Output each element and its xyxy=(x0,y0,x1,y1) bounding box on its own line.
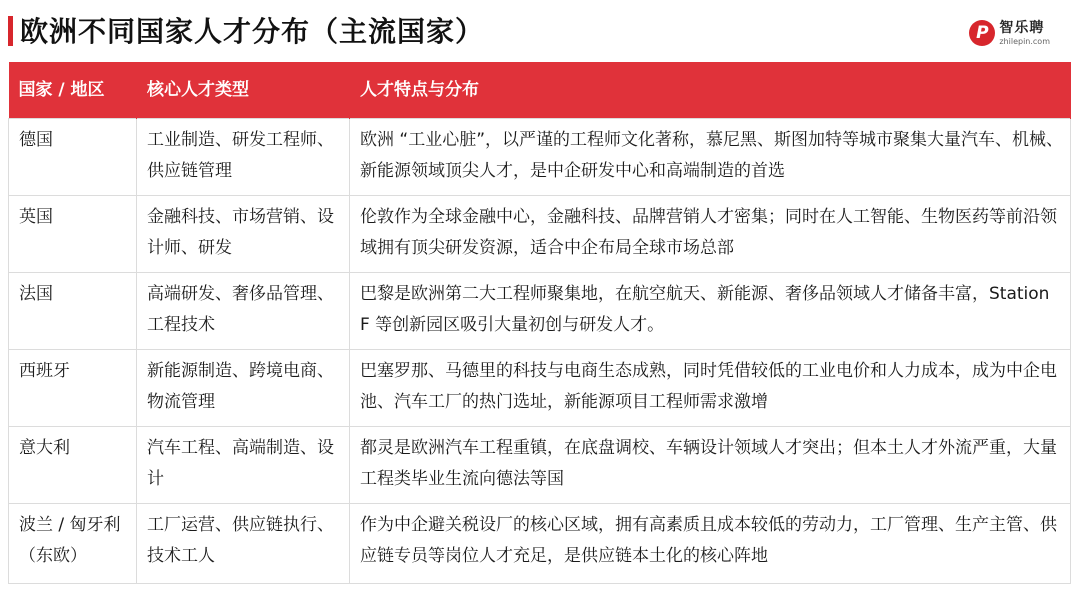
cell-description: 伦敦作为全球金融中心，金融科技、品牌营销人才密集；同时在人工智能、生物医药等前沿领域拥有顶尖研发资源，适合中企布局全球市场总部 xyxy=(350,195,1071,272)
cell-description: 巴塞罗那、马德里的科技与电商生态成熟，同时凭借较低的工业电价和人力成本，成为中企电池、汽车工厂的热门选址，新能源项目工程师需求激增 xyxy=(350,349,1071,426)
cell-country: 德国 xyxy=(9,118,137,195)
logo-text xyxy=(999,21,1050,46)
cell-talent-type: 金融科技、市场营销、设计师、研发 xyxy=(137,195,350,272)
brand-logo xyxy=(969,20,1050,46)
logo-name-cn: 智乐聘 xyxy=(999,19,1045,36)
cell-description: 都灵是欧洲汽车工程重镇，在底盘调校、车辆设计领域人才突出；但本土人才外流严重，大量工程类毕业生流向德法等国 xyxy=(350,426,1071,503)
cell-talent-type: 新能源制造、跨境电商、物流管理 xyxy=(137,349,350,426)
logo-domain: zhilepin.com xyxy=(999,36,1050,46)
table-row xyxy=(9,349,1071,426)
column-header-talent-type: 核心人才类型 xyxy=(137,62,350,118)
cell-talent-type: 汽车工程、高端制造、设计 xyxy=(137,426,350,503)
cell-description: 作为中企避关税设厂的核心区域，拥有高素质且成本较低的劳动力，工厂管理、生产主管、供应链专员等岗位人才充足，是供应链本土化的核心阵地 xyxy=(350,503,1071,583)
talent-distribution-table xyxy=(8,62,1071,584)
table-row xyxy=(9,272,1071,349)
cell-country: 波兰 / 匈牙利（东欧） xyxy=(9,503,137,583)
cell-description: 欧洲 “工业心脏”，以严谨的工程师文化著称，慕尼黑、斯图加特等城市聚集大量汽车、机械、新能源领域顶尖人才，是中企研发中心和高端制造的首选 xyxy=(350,118,1071,195)
logo-p-icon: P xyxy=(969,20,995,46)
table-header-row xyxy=(9,62,1071,118)
table-row xyxy=(9,503,1071,583)
cell-talent-type: 工业制造、研发工程师、供应链管理 xyxy=(137,118,350,195)
cell-country: 西班牙 xyxy=(9,349,137,426)
column-header-country: 国家 / 地区 xyxy=(9,62,137,118)
table-row xyxy=(9,426,1071,503)
cell-country: 英国 xyxy=(9,195,137,272)
page-title: 欧洲不同国家人才分布（主流国家） xyxy=(20,15,485,48)
cell-country: 法国 xyxy=(9,272,137,349)
column-header-description: 人才特点与分布 xyxy=(350,62,1071,118)
cell-talent-type: 高端研发、奢侈品管理、工程技术 xyxy=(137,272,350,349)
title-accent-bar xyxy=(8,16,13,46)
table-row xyxy=(9,195,1071,272)
table-row xyxy=(9,118,1071,195)
cell-description: 巴黎是欧洲第二大工程师聚集地，在航空航天、新能源、奢侈品领域人才储备丰富，Station F 等创新园区吸引大量初创与研发人才。 xyxy=(350,272,1071,349)
talent-table-container xyxy=(8,62,1070,584)
cell-country: 意大利 xyxy=(9,426,137,503)
cell-talent-type: 工厂运营、供应链执行、技术工人 xyxy=(137,503,350,583)
